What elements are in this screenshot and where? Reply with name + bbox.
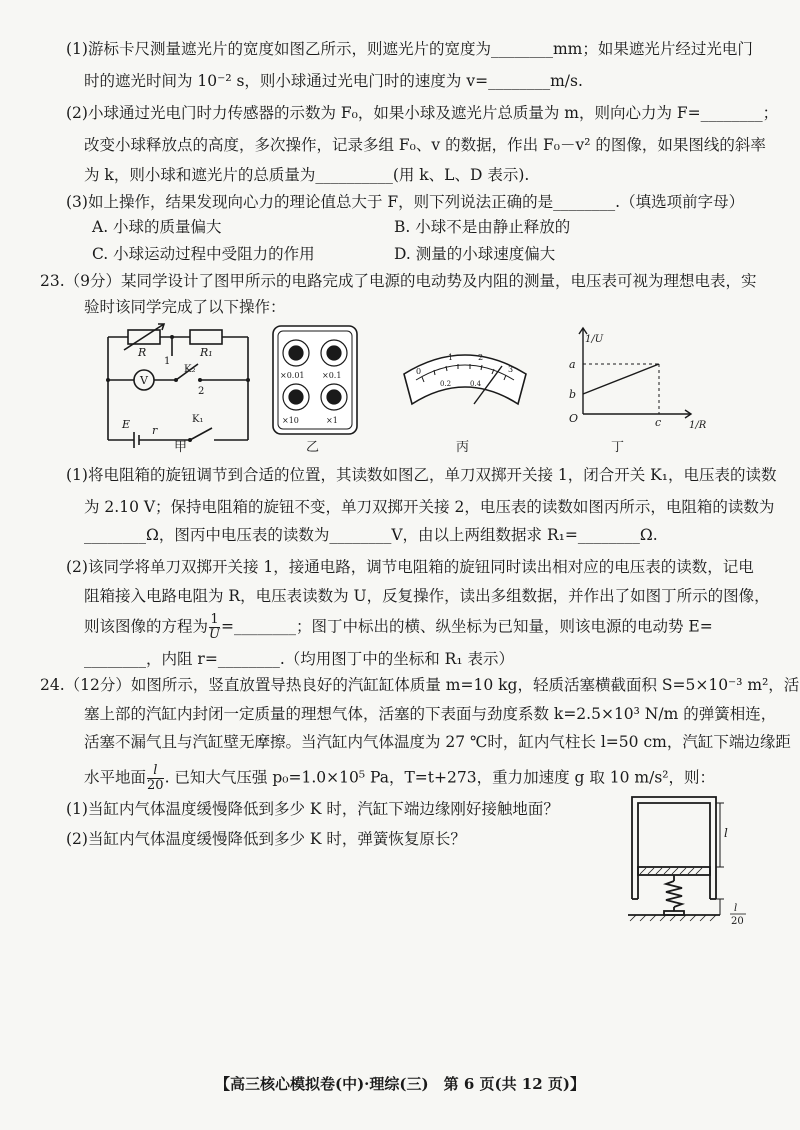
fig-bing-caption: 丙	[456, 440, 470, 455]
resistance-box	[272, 325, 358, 435]
label-R: R	[138, 346, 147, 359]
q22-p1-line2: 时的遮光时间为 10⁻² s，则小球通过光电门时的速度为 v=________m/s.	[84, 72, 583, 90]
fig-ding-caption: 丁	[611, 440, 625, 455]
fig-jia-caption: 甲	[174, 440, 188, 455]
graph-x-label: 1/R	[689, 420, 707, 431]
label-2: 2	[198, 386, 205, 397]
q24-line1: 24.（12分）如图所示，竖直放置导热良好的汽缸缸体质量 m=10 kg，轻质活塞横截面积 S=5×10⁻³ m²，活	[40, 676, 800, 694]
q22-p3-line1: (3)如上操作，结果发现向心力的理论值总大于 F，则下列说法正确的是________.（填选项前字母）	[66, 193, 745, 211]
box-label-2: ×10	[282, 416, 299, 425]
meter-bottom-0: 0.2	[440, 380, 452, 388]
q24-line4-suffix: . 已知大气压强 p₀=1.0×10⁵ Pa，T=t+273，重力加速度 g 取 10 m/s²，则：	[164, 768, 716, 787]
voltmeter-dial	[400, 344, 530, 408]
graph-o: O	[569, 412, 579, 425]
label-1: 1	[164, 356, 171, 367]
box-label-0: ×0.01	[280, 371, 305, 380]
label-K2: K₂	[184, 364, 196, 375]
q23-intro-line2: 验时该同学完成了以下操作：	[84, 298, 286, 316]
equation-prefix: 则该图像的方程为	[84, 617, 209, 636]
linear-graph	[555, 322, 705, 432]
q22-p1-line1: (1)游标卡尺测量遮光片的宽度如图乙所示，则遮光片的宽度为________mm；如果遮光片经过光电门	[66, 40, 753, 58]
q23-p2-line2: 阻箱接入电路电阻为 R，电压表读数为 U，反复操作，读出多组数据，并作出了如图丁所示的图像，	[84, 587, 770, 605]
label-R1: R₁	[200, 346, 213, 359]
meter-top-3: 3	[508, 365, 514, 374]
q22-option-d: D. 测量的小球速度偏大	[394, 245, 556, 263]
label-r: r	[152, 424, 158, 437]
q24-line3: 活塞不漏气且与汽缸壁无摩擦。当汽缸内气体温度为 27 ℃时，缸内气柱长 l=50 cm，汽缸下端边缘距	[84, 733, 791, 751]
q24-line4-prefix: 水平地面	[84, 768, 147, 787]
q23-p2-line4: ________，内阻 r=________.（均用图丁中的坐标和 R₁ 表示）	[84, 650, 514, 668]
q22-option-c: C. 小球运动过程中受阻力的作用	[92, 245, 315, 263]
q24-frac-den: 20	[147, 778, 164, 793]
equation-frac-num: 1	[210, 612, 219, 627]
q23-p1-line3: ________Ω，图丙中电压表的读数为________V，由以上两组数据求 R₁=________Ω.	[84, 526, 658, 544]
graph-a: a	[569, 358, 576, 371]
q23-intro-line1: 23.（9分）某同学设计了图甲所示的电路完成了电源的电动势及内阻的测量，电压表可视为理想电表，实	[40, 272, 757, 290]
fig-yi-caption: 乙	[306, 440, 320, 455]
meter-bottom-1: 0.4	[470, 380, 482, 388]
q24-frac-num: l	[147, 764, 164, 779]
cyl-label-l: l	[724, 826, 728, 840]
q22-option-b: B. 小球不是由静止释放的	[394, 218, 571, 236]
q24-line4	[84, 764, 715, 793]
q23-p2-line3	[84, 613, 713, 642]
equation-frac-den: U	[209, 627, 220, 642]
q24-p2: (2)当缸内气体温度缓慢降低到多少 K 时，弹簧恢复原长？	[66, 830, 466, 848]
equation-suffix: =________；图丁中标出的横、纵坐标为已知量，则该电源的电动势 E=	[220, 617, 713, 636]
page-footer: 【高三核心模拟卷(中)·理综(三) 第 6 页(共 12 页)】	[214, 1075, 585, 1093]
label-E: E	[122, 418, 131, 431]
cyl-frac-num: l	[734, 903, 738, 914]
q22-option-a: A. 小球的质量偏大	[92, 218, 222, 236]
q24-p1: (1)当缸内气体温度缓慢降低到多少 K 时，汽缸下端边缘刚好接触地面？	[66, 800, 559, 818]
graph-c: c	[655, 416, 662, 429]
box-label-1: ×0.1	[322, 371, 342, 380]
graph-b: b	[569, 388, 577, 401]
meter-top-2: 2	[478, 353, 484, 362]
box-label-3: ×1	[326, 416, 338, 425]
label-V: V	[140, 374, 148, 387]
meter-top-1: 1	[448, 353, 454, 362]
q23-p1-line1: (1)将电阻箱的旋钮调节到合适的位置，其读数如图乙，单刀双掷开关接 1，闭合开关 K₁，电压表的读数	[66, 466, 777, 484]
meter-top-0: 0	[416, 367, 422, 376]
q24-line2: 塞上部的汽缸内封闭一定质量的理想气体，活塞的下表面与劲度系数 k=2.5×10³ N/m 的弹簧相连，	[84, 705, 777, 723]
cylinder-diagram	[628, 793, 758, 933]
q23-p1-line2: 为 2.10 V；保持电阻箱的旋钮不变，单刀双掷开关接 2，电压表的读数如图丙所示，电阻箱的读数为	[84, 498, 775, 516]
label-K1: K₁	[192, 414, 204, 425]
q22-p2-line1: (2)小球通过光电门时力传感器的示数为 F₀，如果小球及遮光片总质量为 m，则向心力为 F=________；	[66, 104, 779, 122]
q22-p2-line3: 为 k，则小球和遮光片的总质量为__________(用 k、L、D 表示).	[84, 166, 530, 184]
graph-y-label: 1/U	[585, 334, 604, 345]
q23-p2-line1: (2)该同学将单刀双掷开关接 1，接通电路，调节电阻箱的旋钮同时读出相对应的电压表的读数，记电	[66, 558, 754, 576]
q22-p2-line2: 改变小球释放点的高度，多次操作，记录多组 F₀、v 的数据，作出 F₀－v² 的图像，如果图线的斜率	[84, 136, 766, 154]
cyl-frac-den: 20	[731, 916, 744, 927]
